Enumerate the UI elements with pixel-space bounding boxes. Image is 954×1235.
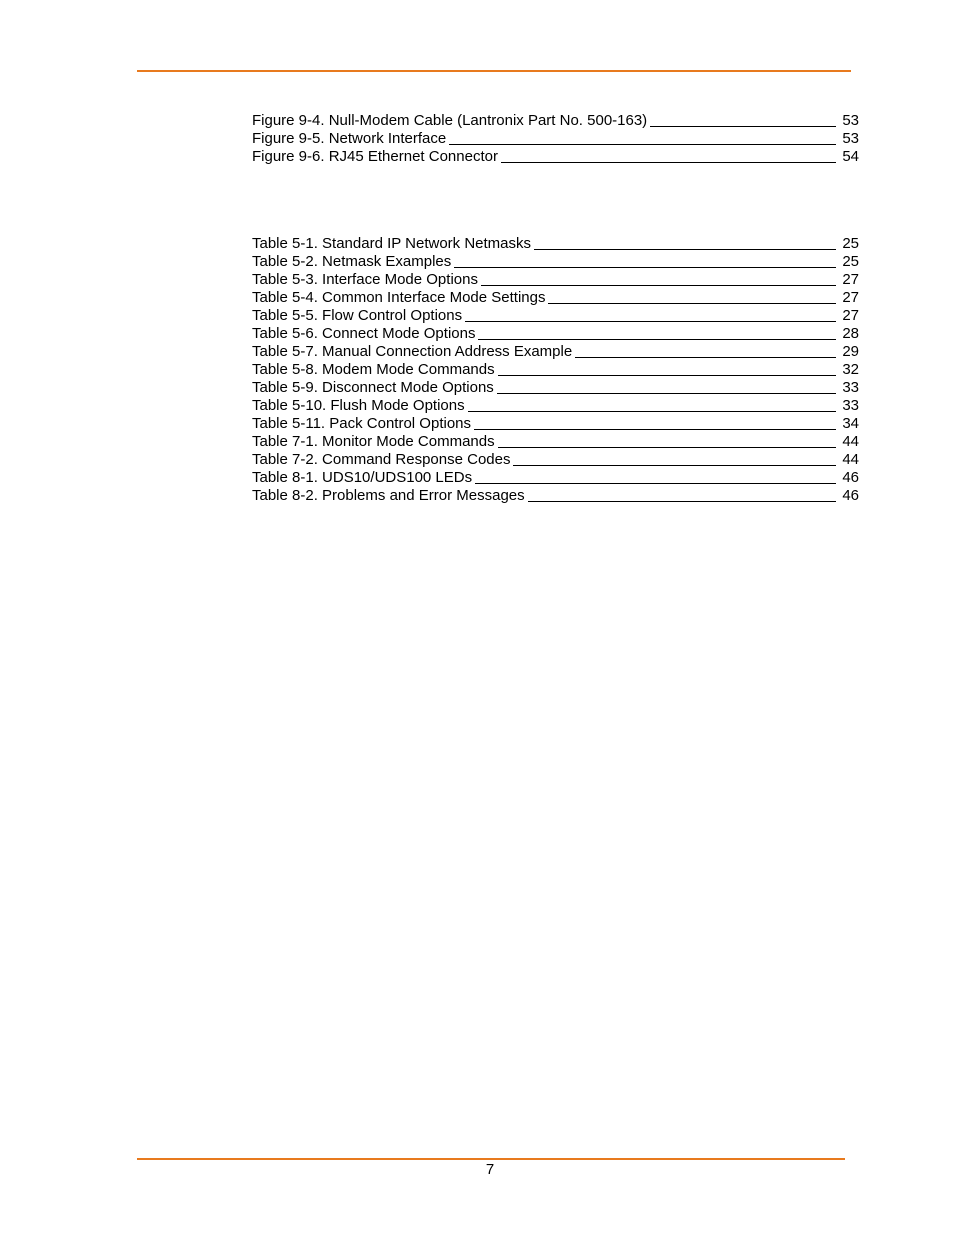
toc-entry-page: 27 xyxy=(842,307,859,324)
toc-entry-page: 33 xyxy=(842,379,859,396)
list-of-figures xyxy=(252,112,859,166)
toc-leader xyxy=(449,144,836,145)
toc-leader xyxy=(474,429,836,430)
toc-leader xyxy=(498,447,836,448)
toc-entry[interactable] xyxy=(252,271,859,289)
toc-entry[interactable] xyxy=(252,397,859,415)
toc-leader xyxy=(481,285,836,286)
toc-entry-label: Figure 9-4. Null-Modem Cable (Lantronix Part No. 500-163) xyxy=(252,112,648,129)
toc-entry[interactable] xyxy=(252,307,859,325)
toc-entry-label: Table 5-5. Flow Control Options xyxy=(252,307,463,324)
toc-entry[interactable] xyxy=(252,289,859,307)
toc-entry[interactable] xyxy=(252,379,859,397)
toc-entry[interactable] xyxy=(252,253,859,271)
toc-entry[interactable] xyxy=(252,148,859,166)
toc-entry-page: 46 xyxy=(842,487,859,504)
toc-leader xyxy=(454,267,836,268)
page-number: 7 xyxy=(485,1161,495,1178)
toc-entry-label: Table 5-9. Disconnect Mode Options xyxy=(252,379,494,396)
toc-leader xyxy=(501,162,836,163)
toc-entry-label: Table 8-2. Problems and Error Messages xyxy=(252,487,525,504)
toc-entry-page: 44 xyxy=(842,451,859,468)
toc-leader xyxy=(513,465,836,466)
toc-entry-label: Table 7-2. Command Response Codes xyxy=(252,451,511,468)
toc-leader xyxy=(548,303,836,304)
toc-entry[interactable] xyxy=(252,235,859,253)
toc-leader xyxy=(498,375,836,376)
toc-entry-label: Table 5-10. Flush Mode Options xyxy=(252,397,465,414)
toc-leader xyxy=(497,393,836,394)
toc-entry-page: 29 xyxy=(842,343,859,360)
toc-entry-label: Table 5-3. Interface Mode Options xyxy=(252,271,478,288)
toc-entry-page: 25 xyxy=(842,253,859,270)
list-of-tables xyxy=(252,235,859,505)
toc-leader xyxy=(478,339,836,340)
toc-leader xyxy=(468,411,836,412)
toc-leader xyxy=(475,483,836,484)
header-rule xyxy=(137,70,851,72)
toc-entry-label: Table 7-1. Monitor Mode Commands xyxy=(252,433,495,450)
toc-entry-label: Table 5-1. Standard IP Network Netmasks xyxy=(252,235,532,252)
toc-entry-page: 25 xyxy=(842,235,859,252)
toc-leader xyxy=(575,357,836,358)
toc-entry-page: 53 xyxy=(842,112,859,129)
toc-entry[interactable] xyxy=(252,415,859,433)
toc-entry-label: Table 5-8. Modem Mode Commands xyxy=(252,361,495,378)
toc-entry[interactable] xyxy=(252,112,859,130)
toc-entry[interactable] xyxy=(252,469,859,487)
toc-entry[interactable] xyxy=(252,343,859,361)
toc-entry-page: 28 xyxy=(842,325,859,342)
toc-leader xyxy=(650,126,836,127)
toc-entry-page: 44 xyxy=(842,433,859,450)
toc-leader xyxy=(465,321,836,322)
toc-entry-page: 32 xyxy=(842,361,859,378)
toc-entry[interactable] xyxy=(252,130,859,148)
toc-entry-label: Table 5-11. Pack Control Options xyxy=(252,415,472,432)
toc-entry-page: 53 xyxy=(842,130,859,147)
toc-entry[interactable] xyxy=(252,433,859,451)
toc-entry-label: Figure 9-5. Network Interface xyxy=(252,130,447,147)
toc-entry-page: 33 xyxy=(842,397,859,414)
toc-entry-page: 54 xyxy=(842,148,859,165)
toc-entry-label: Table 5-4. Common Interface Mode Settings xyxy=(252,289,546,306)
toc-entry[interactable] xyxy=(252,361,859,379)
toc-leader xyxy=(534,249,836,250)
toc-entry[interactable] xyxy=(252,487,859,505)
toc-entry[interactable] xyxy=(252,451,859,469)
toc-entry-label: Figure 9-6. RJ45 Ethernet Connector xyxy=(252,148,498,165)
toc-entry-page: 34 xyxy=(842,415,859,432)
toc-entry[interactable] xyxy=(252,325,859,343)
toc-entry-page: 27 xyxy=(842,271,859,288)
footer-rule xyxy=(137,1158,845,1160)
toc-entry-label: Table 8-1. UDS10/UDS100 LEDs xyxy=(252,469,473,486)
toc-leader xyxy=(528,501,836,502)
toc-entry-label: Table 5-7. Manual Connection Address Example xyxy=(252,343,573,360)
toc-entry-label: Table 5-2. Netmask Examples xyxy=(252,253,452,270)
toc-entry-page: 27 xyxy=(842,289,859,306)
toc-entry-label: Table 5-6. Connect Mode Options xyxy=(252,325,476,342)
toc-entry-page: 46 xyxy=(842,469,859,486)
